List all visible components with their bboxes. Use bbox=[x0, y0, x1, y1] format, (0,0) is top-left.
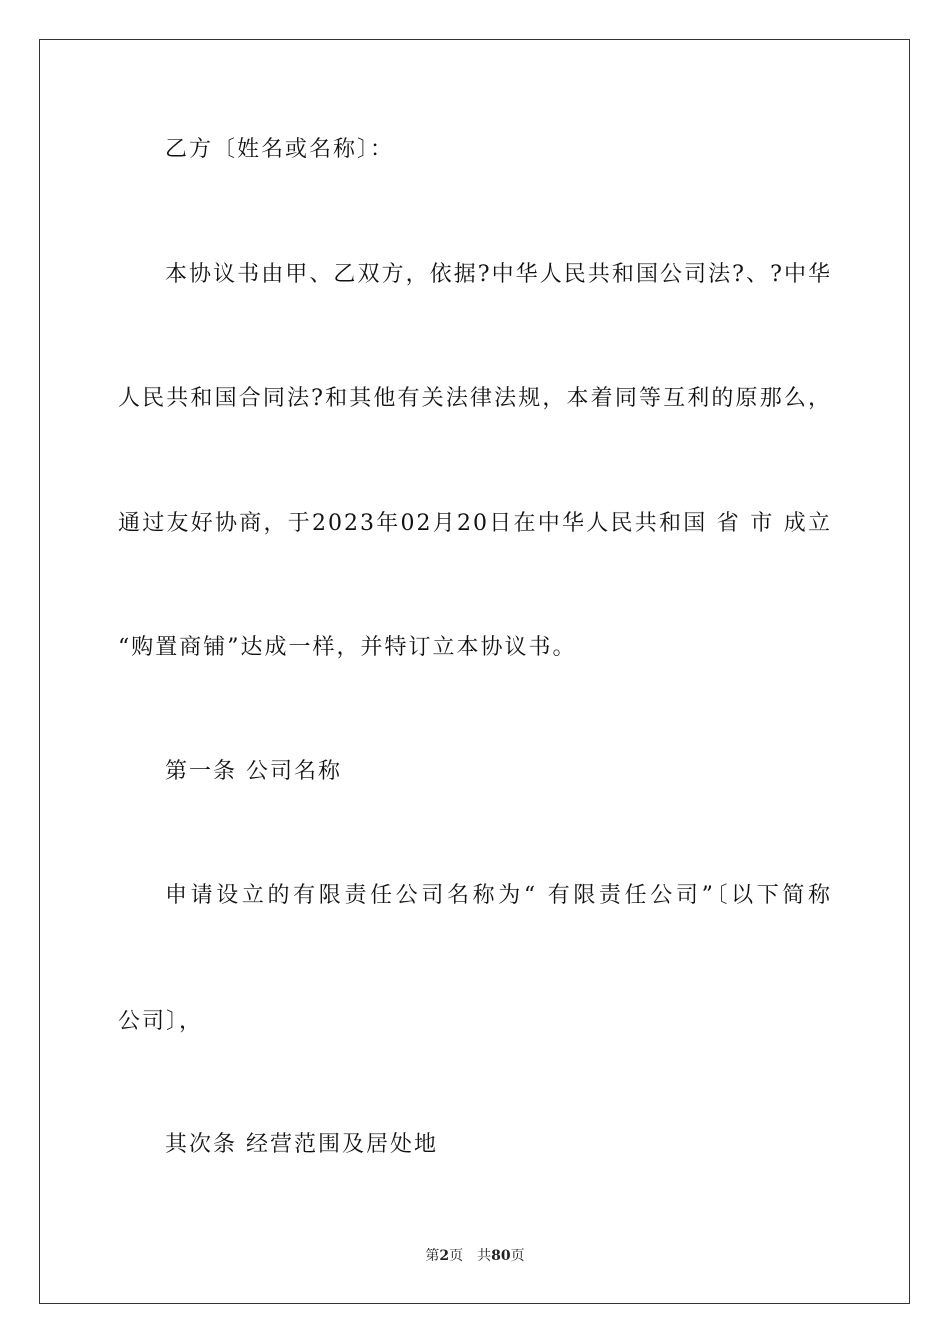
party-b-line: 乙方〔姓名或名称〕： bbox=[165, 137, 395, 162]
body-paragraph-line-4: “购置商铺”达成一样，并特订立本协议书。 bbox=[118, 635, 577, 660]
total-pages: 80 bbox=[491, 1248, 511, 1264]
article-2-heading: 其次条 经营范围及居处地 bbox=[165, 1132, 438, 1157]
page-number: 2 bbox=[439, 1248, 450, 1264]
page-prefix: 第 bbox=[425, 1248, 440, 1264]
page-footer bbox=[0, 1246, 950, 1266]
article-1-heading: 第一条 公司名称 bbox=[165, 759, 342, 784]
page-suffix: 页 bbox=[449, 1248, 464, 1264]
total-suffix: 页 bbox=[510, 1248, 525, 1264]
company-name-line-1: 申请设立的有限责任公司名称为“ 有限责任公司”〔以下简称 bbox=[165, 883, 832, 908]
body-paragraph-line-3: 通过友好协商，于2023年02月20日在中华人民共和国 省 市 成立 bbox=[118, 511, 832, 536]
body-paragraph-line-1: 本协议书由甲、乙双方，依据?中华人民共和国公司法?、?中华 bbox=[165, 262, 832, 287]
page-border bbox=[39, 39, 910, 1304]
body-paragraph-line-2: 人民共和国合同法?和其他有关法律法规，本着同等互利的原那么， bbox=[118, 386, 832, 411]
company-name-line-2: 公司〕， bbox=[118, 1009, 204, 1034]
total-prefix: 共 bbox=[477, 1248, 492, 1264]
